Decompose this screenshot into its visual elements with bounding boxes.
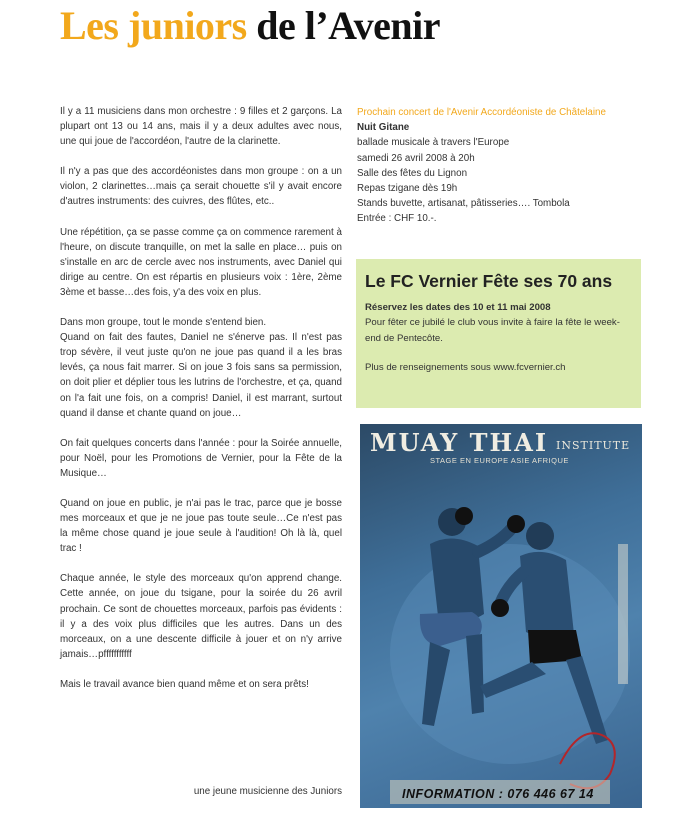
muay-thai-poster <box>360 424 642 808</box>
concert-line: Repas tzigane dès 19h <box>357 183 458 195</box>
page-title-accent: Les juniors <box>60 3 247 48</box>
article-paragraph: Quand on joue en public, je n'ai pas le trac, parce que je bosse mes morceaux et que je ne joue pas toute seule…Ce n'est pas la même chose quand je joue seule à l'audition! Oh là là, quel trac ! <box>60 497 342 555</box>
article-paragraph: Quand on fait des fautes, Daniel ne s'énerve pas. Il n'est pas trop sévère, il veut juste qu'on ne joue pas quand il a les bras levés, ça nous fait marrer. Si on joue 3 fois sans sa permission, on doit plier et déplier tous les lutrins de l'orchestre, et ça, quand on l'a fait une fois, on a compris! Daniel, il est marrant, surtout quand il danse et chante quand on joue… <box>60 332 342 419</box>
fc-vernier-more-info: Plus de renseignements sous www.fcvernier.ch <box>365 362 566 373</box>
fc-vernier-box <box>356 259 641 408</box>
article-paragraph: Une répétition, ça se passe comme ça on commence rarement à l'heure, on discute tranquille, on met la salle en place… puis on s'installe en arc de cercle avec nos instruments, avec Daniel qui dirige au centre. On est répartis en plusieurs voix : 1ère, 2ème 3ème et basse…des fois, y'a des voix en plus. <box>60 226 342 298</box>
fc-vernier-body: Pour fêter ce jubilé le club vous invite à faire la fête le week-end de Pentecôte. <box>365 317 620 344</box>
concert-line: samedi 26 avril 2008 à 20h <box>357 152 475 164</box>
concert-announcement <box>357 105 647 227</box>
page-title-rest: de l’Avenir <box>256 3 440 48</box>
article-paragraph: Il n'y a pas que des accordéonistes dans mon groupe : on a un violon, 2 clarinettes…mais ça serait chouette s'il y avait encore d'autres instruments: des cuivres, des flûtes, etc.. <box>60 166 342 208</box>
concert-line: Entrée : CHF 10.-. <box>357 213 437 225</box>
article-paragraph: Il y a 11 musiciens dans mon orchestre : 9 filles et 2 garçons. La plupart ont 13 ou 14 ans, mais il y a deux adultes avec nous, une qui joue de l'accordéon, l'autre de la clarinette. <box>60 106 342 148</box>
article <box>60 104 342 707</box>
article-paragraph: Dans mon groupe, tout le monde s'entend bien. <box>60 317 267 329</box>
article-paragraph: On fait quelques concerts dans l'année : pour la Soirée annuelle, pour Noël, pour les Promotions de Vernier, pour la Fête de la Musique… <box>60 437 342 479</box>
article-paragraph: Mais le travail avance bien quand même et on sera prêts! <box>60 678 309 690</box>
concert-line: Salle des fêtes du Lignon <box>357 167 468 179</box>
concert-line: Stands buvette, artisanat, pâtisseries…. Tombola <box>357 198 570 210</box>
poster-subtitle: STAGE EN EUROPE ASIE AFRIQUE <box>430 456 569 465</box>
fighters-illustration <box>360 424 642 808</box>
concert-heading: Prochain concert de l'Avenir Accordéoniste de Châtelaine <box>357 107 606 118</box>
poster-title: MUAY THAI <box>370 428 549 457</box>
poster-information: INFORMATION : 076 446 67 14 <box>402 787 594 801</box>
fc-vernier-dates: Réservez les dates des 10 et 11 mai 2008 <box>365 302 551 313</box>
article-paragraph: Chaque année, le style des morceaux qu'on apprend change. Cette année, on joue du tsigane, pour la soirée du 26 avril prochain. Ce sont de chouettes morceaux, parfois pas évidents : il y a des voix plus difficiles que les autres. Dans un des morceaux, on a une descente difficile à jouer et on n'y arrive jamais…pfffffffffff <box>60 573 342 660</box>
poster-institute: INSTITUTE <box>556 439 631 452</box>
fc-vernier-title: Le FC Vernier Fête ses 70 ans <box>365 271 613 291</box>
concert-name: Nuit Gitane <box>357 122 410 134</box>
page-title <box>60 2 440 49</box>
article-signature: une jeune musicienne des Juniors <box>193 786 342 797</box>
concert-line: ballade musicale à travers l'Europe <box>357 137 510 149</box>
